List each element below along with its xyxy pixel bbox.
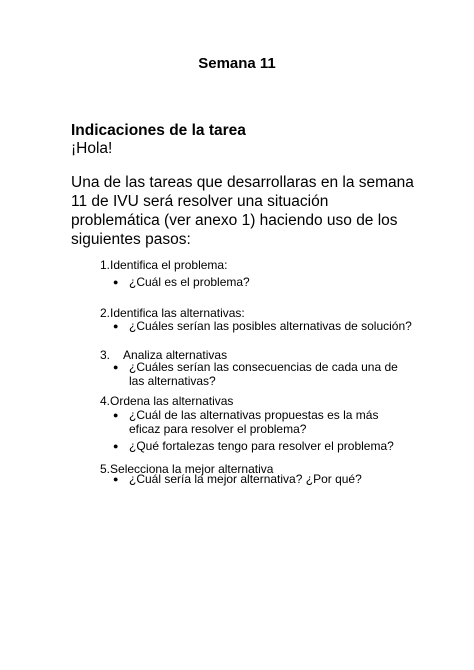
step-label: Ordena las alternativas [110,394,234,408]
step-number: 4. [100,394,111,408]
bullet-text: ¿Cuál de las alternativas propuestas es la más eficaz para resolver el problema? [129,408,379,436]
step-2 [100,306,245,320]
bullet-icon: ● [113,362,119,372]
bullet-icon: ● [113,410,119,420]
bullet-text: ¿Cuál sería la mejor alternativa? ¿Por qué? [129,472,362,486]
bullet-icon: ● [113,474,119,484]
step-number: 2. [100,306,111,320]
intro-paragraph: Una de las tareas que desarrollaras en la semana 11 de IVU será resolver una situación problemática (ver anexo 1) haciendo uso de los siguientes pasos: [71,174,414,248]
list-item [113,439,401,453]
bullet-icon: ● [113,441,119,451]
step-number: 3. [100,348,111,362]
bullet-text: ¿Cuáles serían las consecuencias de cada una de las alternativas? [129,360,398,388]
list-item [113,408,401,436]
list-item [113,319,419,333]
section-heading: Indicaciones de la tarea [71,122,246,139]
step-4 [100,394,233,408]
bullet-icon: ● [113,321,119,331]
bullet-icon: ● [113,277,119,287]
list-item [113,360,401,388]
step-number: 5. [100,462,111,476]
list-item [113,472,401,486]
bullet-text: ¿Cuál es el problema? [129,275,250,289]
step-label: Selecciona la mejor alternativa [110,462,274,476]
page-title: Semana 11 [198,55,276,72]
step-label: Analiza alternativas [123,348,228,362]
list-item [113,275,401,289]
step-label: Identifica el problema: [110,258,228,272]
step-1 [100,258,227,272]
greeting-text: ¡Hola! [71,140,113,157]
step-label: Identifica las alternativas: [110,306,245,320]
step-number: 1. [100,258,111,272]
bullet-text: ¿Cuáles serían las posibles alternativas de solución? [129,319,412,333]
bullet-text: ¿Qué fortalezas tengo para resolver el problema? [129,439,394,453]
